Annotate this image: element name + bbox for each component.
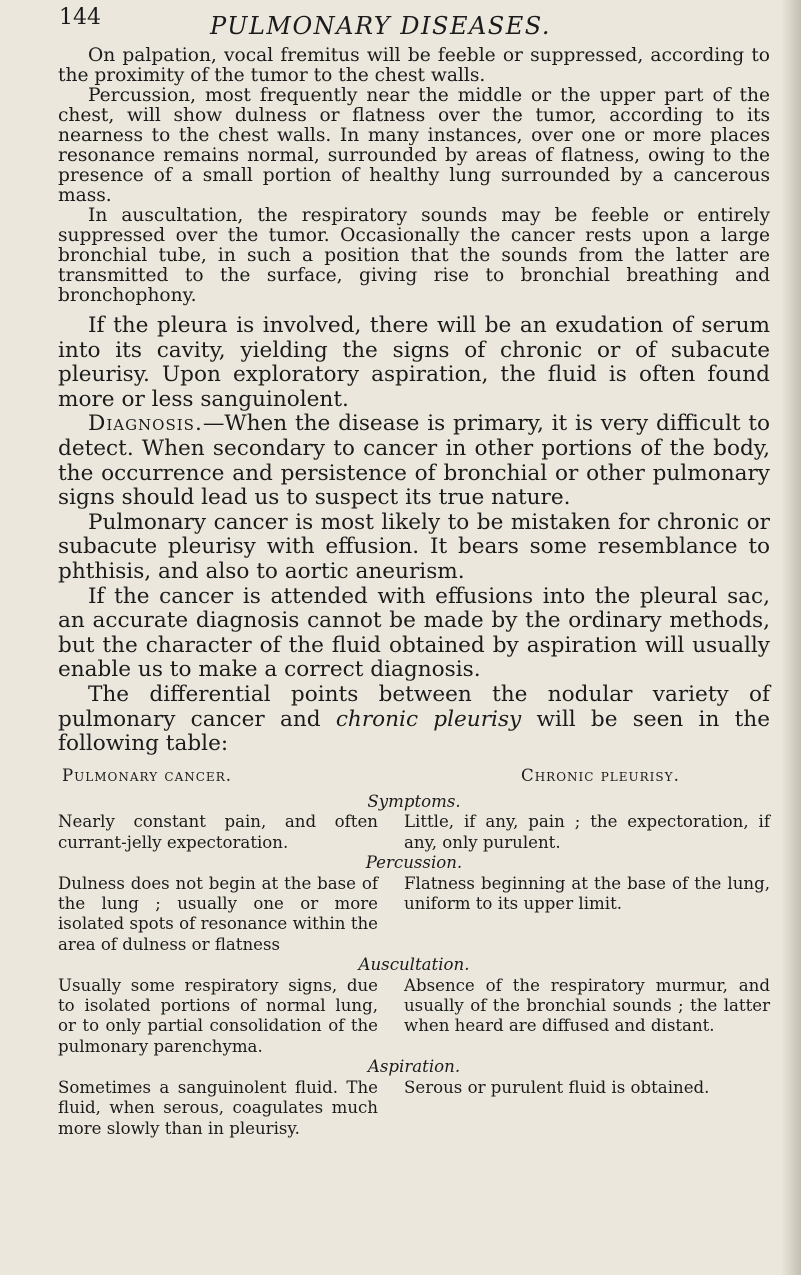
body-text — [58, 46, 770, 757]
table-section-symptoms — [58, 792, 770, 853]
table-section-aspiration — [58, 1057, 770, 1139]
paragraph-palpation: On palpation, vocal fremitus will be feeble or suppressed, according to the proximity of the tumor to the chest walls. — [58, 45, 770, 86]
differential-text-b: will be seen in the following table: — [58, 706, 770, 757]
table-row — [58, 874, 770, 956]
cell-pulmonary-cancer: Nearly constant pain, and often currant-jelly expectoration. — [58, 812, 378, 852]
section-title: Aspiration. — [367, 1057, 461, 1077]
paragraph-mistaken: Pulmonary cancer is most likely to be mistaken for chronic or subacute pleurisy with effusion. It bears some resemblance to phthisis, and also to aortic aneurism. — [58, 509, 770, 584]
paragraph-differential — [58, 683, 770, 757]
paragraph-effusions: If the cancer is attended with effusions into the pleural sac, an accurate diagnosis cannot be made by the ordinary methods, but the character of the fluid obtained by aspiration will usually enable us to make a correct diagnosis. — [58, 583, 770, 683]
differential-text-a: The differential points between the nodular variety of pulmonary cancer and — [58, 681, 770, 732]
column-header-pulmonary-cancer: Pulmonary cancer. — [62, 766, 232, 785]
section-title: Symptoms. — [367, 792, 461, 811]
diagnosis-text: —When the disease is primary, it is very difficult to detect. When secondary to cancer in other portions of the body, the occurrence and persistence of bronchial or other pulmonary signs should lead us to suspect its true nature. — [58, 411, 770, 511]
table-row — [58, 976, 770, 1058]
cell-chronic-pleurisy: Little, if any, pain ; the expectoration, if any, only purulent. — [404, 812, 770, 852]
table-section-auscultation — [58, 955, 770, 1057]
cell-chronic-pleurisy: Flatness beginning at the base of the lung, uniform to its upper limit. — [404, 873, 770, 914]
running-title: PULMONARY DISEASES. — [210, 12, 551, 40]
table-header — [58, 766, 770, 792]
column-header-chronic-pleurisy: Chronic pleurisy. — [521, 766, 680, 785]
cell-chronic-pleurisy: Absence of the respiratory murmur, and usually of the bronchial sounds ; the latter when heard are diffused and distant. — [404, 975, 770, 1036]
large-text-block — [58, 314, 770, 757]
cell-pulmonary-cancer: Dulness does not begin at the base of the lung ; usually one or more isolated spots of resonance within the area of dulness or flatness — [58, 873, 378, 954]
section-title: Percussion. — [365, 853, 463, 873]
differential-emphasis: chronic pleurisy — [335, 706, 522, 732]
cell-pulmonary-cancer: Sometimes a sanguinolent fluid. The fluid, when serous, coagulates much more slowly than in pleurisy. — [58, 1077, 378, 1138]
paragraph-pleura: If the pleura is involved, there will be an exudation of serum into its cavity, yielding the signs of chronic or of subacute pleurisy. Upon exploratory aspiration, the fluid is often found more or less sanguinolent. — [58, 313, 770, 412]
page-number: 144 — [59, 5, 101, 30]
differential-table — [58, 766, 770, 1139]
table-row — [58, 1078, 770, 1139]
paragraph-percussion: Percussion, most frequently near the middle or the upper part of the chest, will show dulness or flatness over the tumor, according to its nearness to the chest walls. In many instances, over one or more places resonance remains normal, surrounded by areas of flatness, owing to the presence of a small portion of healthy lung surrounded by a cancerous mass. — [58, 85, 770, 206]
table-row — [58, 812, 770, 853]
section-title: Auscultation. — [358, 955, 470, 975]
cell-chronic-pleurisy: Serous or purulent fluid is obtained. — [404, 1077, 710, 1097]
table-section-percussion — [58, 853, 770, 955]
cell-pulmonary-cancer: Usually some respiratory signs, due to isolated portions of normal lung, or to only partial consolidation of the pulmonary parenchyma. — [58, 975, 378, 1056]
paragraph-diagnosis — [58, 412, 770, 510]
page-edge-shadow — [781, 0, 801, 1275]
paragraph-auscultation: In auscultation, the respiratory sounds may be feeble or entirely suppressed over the tumor. Occasionally the cancer rests upon a large bronchial tube, in such a position that the sounds from the latter are transmitted to the surface, giving rise to bronchial breathing and bronchophony. — [58, 205, 770, 306]
diagnosis-heading: Diagnosis. — [88, 411, 203, 437]
